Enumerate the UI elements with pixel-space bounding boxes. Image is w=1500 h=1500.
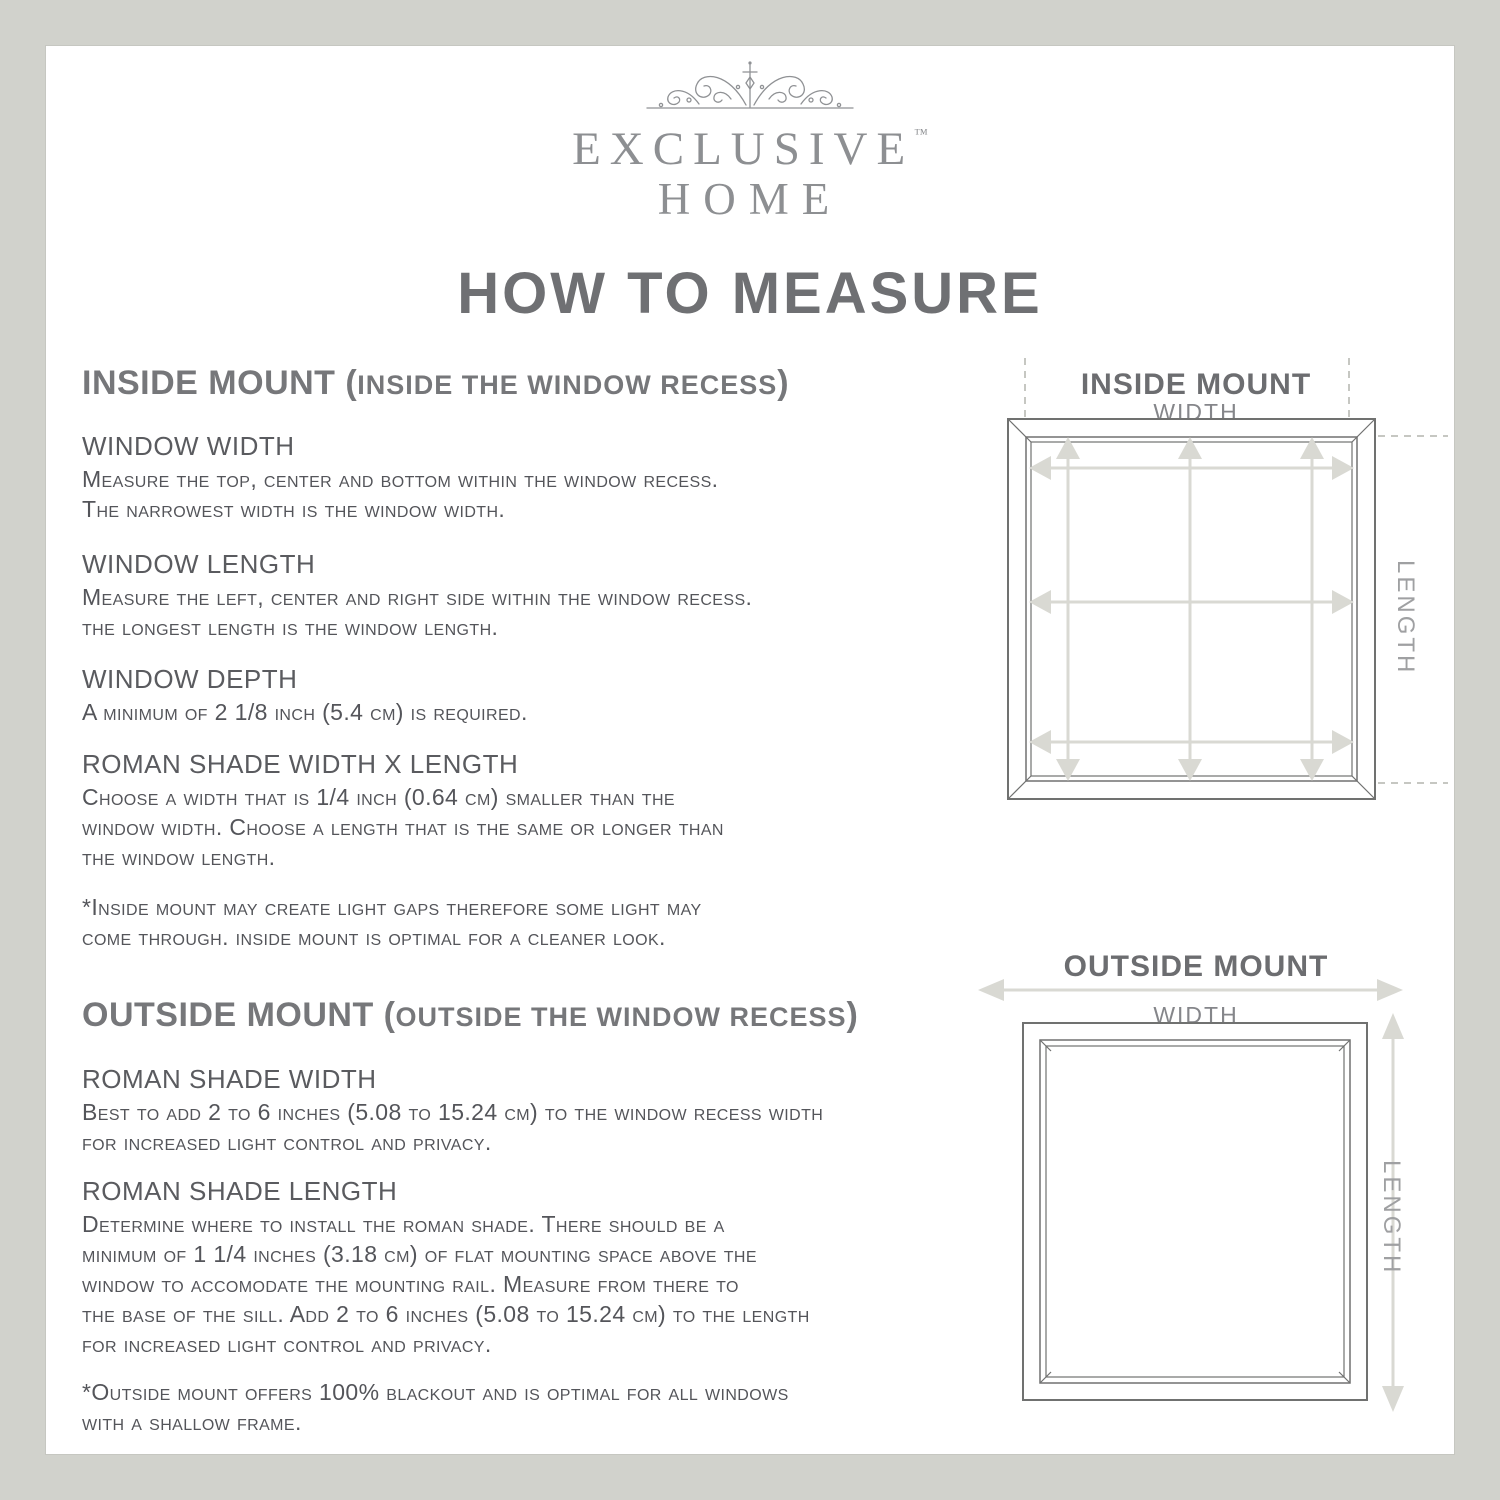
subhead-window-depth: WINDOW DEPTH: [82, 664, 298, 694]
block-window-width: [82, 430, 1012, 524]
content-area: [46, 46, 1454, 1454]
text-line: Measure the left, center and right side within the window recess.: [82, 584, 753, 610]
inside-mount-length-label: LENGTH: [1392, 560, 1419, 676]
block-roman-shade-width: [82, 1063, 1012, 1157]
block-window-depth: [82, 663, 1012, 727]
subhead-window-width: WINDOW WIDTH: [82, 431, 295, 461]
subhead-roman-shade-width: ROMAN SHADE WIDTH: [82, 1064, 377, 1094]
text-line: Determine where to install the roman shade. There should be a: [82, 1211, 725, 1237]
heading-paren: OUTSIDE THE WINDOW RECESS: [395, 1002, 847, 1032]
heading-main: OUTSIDE MOUNT: [82, 996, 374, 1034]
subhead-roman-shade-wxl: ROMAN SHADE WIDTH X LENGTH: [82, 749, 519, 779]
text-line: *Inside mount may create light gaps therefore some light may: [82, 894, 702, 920]
inside-mount-width-label: WIDTH: [1153, 399, 1239, 425]
section-heading-inside-mount: [82, 364, 789, 403]
section-heading-outside-mount: [82, 996, 858, 1035]
text-line: window to accomodate the mounting rail. Measure from there to: [82, 1271, 739, 1297]
brand-name: [46, 122, 1454, 176]
page-title: HOW TO MEASURE: [457, 261, 1043, 326]
width-measure-arrow-icon: [978, 979, 1403, 1001]
text-line: A minimum of 2 1/8 inch (5.4 cm) is required.: [82, 699, 528, 725]
outside-mount-diagram: [966, 976, 1454, 1426]
text-line: for increased light control and privacy.: [82, 1129, 492, 1155]
text-line: the longest length is the window length.: [82, 614, 499, 640]
text-line: with a shallow frame.: [82, 1409, 302, 1435]
text-line: the base of the sill. Add 2 to 6 inches (5.08 to 15.24 cm) to the length: [82, 1301, 810, 1327]
paren-open: (: [383, 996, 396, 1034]
outside-mount-width-label: WIDTH: [1153, 1002, 1239, 1028]
paren-close: ): [846, 996, 859, 1034]
brand-trademark: ™: [914, 127, 928, 142]
window-frame: [1023, 1023, 1367, 1400]
outside-mount-diagram-title: OUTSIDE MOUNT: [1063, 950, 1329, 983]
heading-paren: INSIDE THE WINDOW RECESS: [357, 370, 778, 400]
text-line: Choose a width that is 1/4 inch (0.64 cm) smaller than the: [82, 784, 675, 810]
inside-mount-diagram-title: INSIDE MOUNT: [1080, 368, 1312, 401]
subhead-window-length: WINDOW LENGTH: [82, 549, 316, 579]
text-line: come through. inside mount is optimal for a cleaner look.: [82, 924, 666, 950]
text-line: minimum of 1 1/4 inches (3.18 cm) of flat mounting space above the: [82, 1241, 757, 1267]
text-line: for increased light control and privacy.: [82, 1331, 492, 1357]
brand-home: HOME: [657, 174, 843, 224]
text-line: Best to add 2 to 6 inches (5.08 to 15.24 cm) to the window recess width: [82, 1099, 824, 1125]
text-line: The narrowest width is the window width.: [82, 496, 506, 522]
text-line: Measure the top, center and bottom within the window recess.: [82, 466, 719, 492]
paren-close: ): [777, 364, 790, 402]
vertical-measure-arrow-icons: [1056, 437, 1324, 781]
block-window-length: [82, 548, 1012, 642]
inside-mount-diagram: [966, 346, 1454, 816]
dashed-extension-lines: [1025, 358, 1448, 783]
outside-mount-note: [82, 1377, 1012, 1437]
text-line: window width. Choose a length that is the same or longer than: [82, 814, 724, 840]
brand-name-text: EXCLUSIVE: [572, 123, 915, 175]
ornament-flourish-icon: [645, 56, 855, 112]
block-roman-shade-wxl: [82, 748, 1012, 872]
text-line: *Outside mount offers 100% blackout and is optimal for all windows: [82, 1379, 789, 1405]
block-roman-shade-length: [82, 1175, 1012, 1359]
outside-mount-length-label: LENGTH: [1378, 1160, 1405, 1276]
paren-open: (: [345, 364, 358, 402]
text-line: the window length.: [82, 844, 276, 870]
subhead-roman-shade-length: ROMAN SHADE LENGTH: [82, 1176, 398, 1206]
inside-mount-note: [82, 892, 1012, 952]
heading-main: INSIDE MOUNT: [82, 364, 336, 402]
